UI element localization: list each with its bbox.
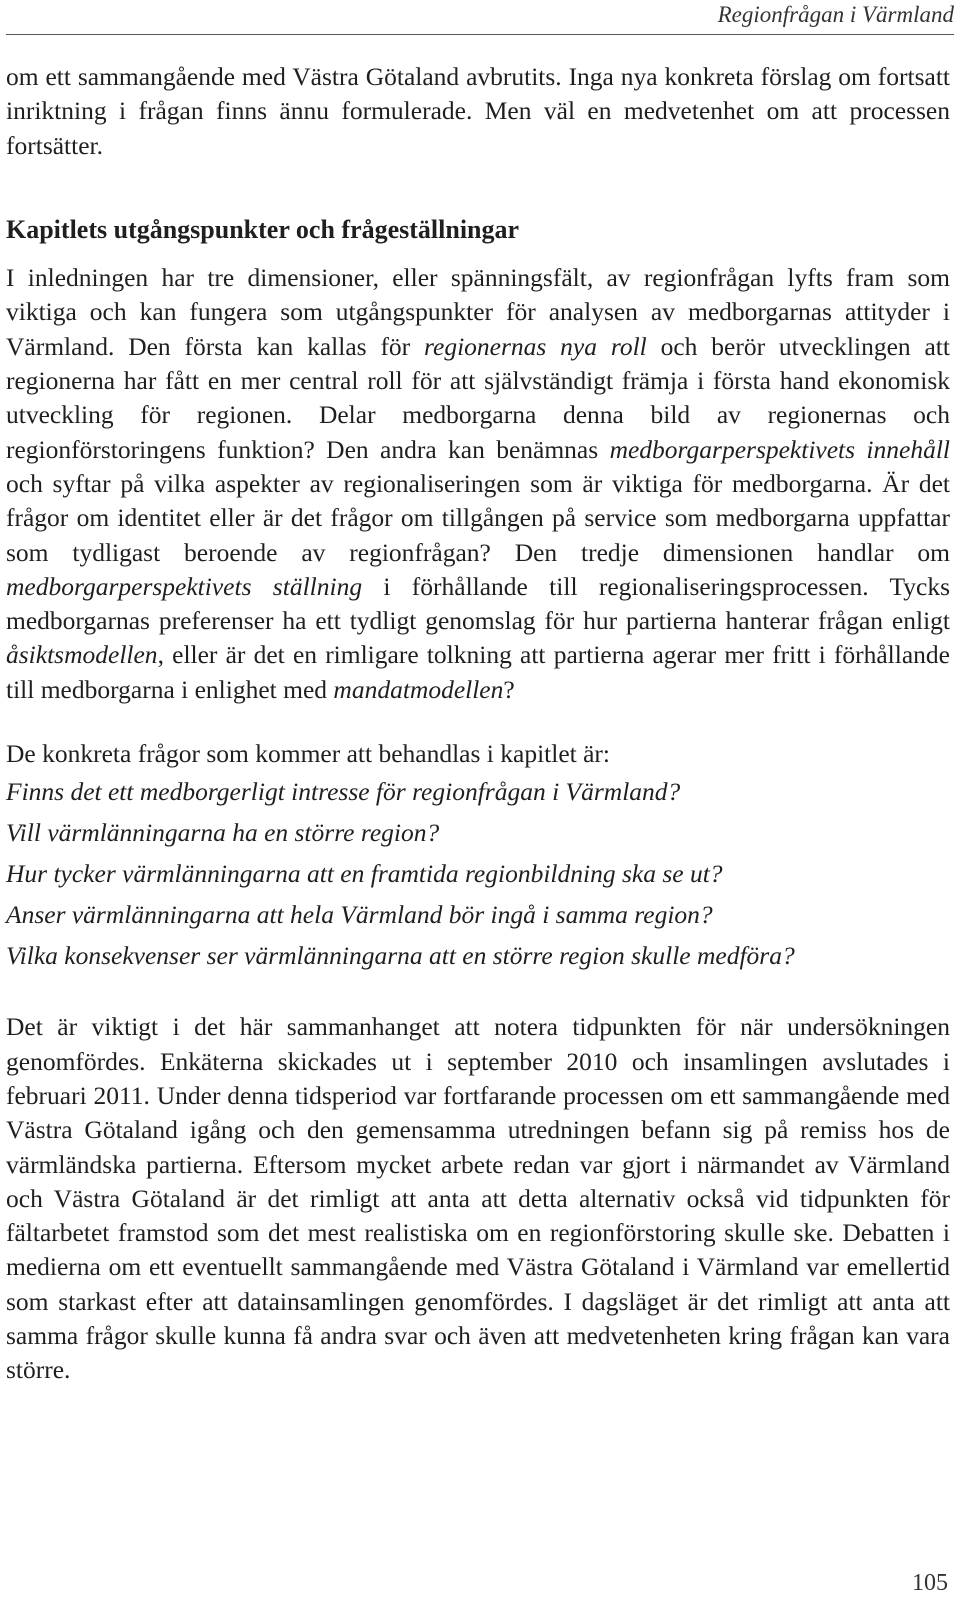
running-head: Regionfrågan i Värmland — [717, 2, 954, 27]
questions-intro: De konkreta frågor som kommer att behandlas i kapitlet är: — [6, 739, 611, 769]
para1-text-5: , eller är det en rimligare tolkning att partierna agerar mer fritt i förhållande till medborgarna i enlighet med — [6, 640, 950, 704]
para1-emphasis-1: regionernas nya roll — [424, 331, 647, 361]
body-paragraph-1 — [6, 261, 950, 707]
question-item: Hur tycker värmlänningarna att en framtida regionbildning ska se ut? — [6, 859, 723, 889]
intro-paragraph: om ett sammangående med Västra Götaland avbrutits. Inga nya konkreta förslag om fortsatt inriktning i frågan finns ännu formulerade. Men väl en medvetenhet om att processen fortsätter. — [6, 62, 950, 160]
para1-text-1: I inledningen har tre dimensioner, eller spänningsfält, av regionfrågan lyfts fram som viktiga och kan fungera som utgångspunkter för analysen av medborgarnas attityder i Värmland. Den första kan kallas för — [6, 263, 950, 361]
section-heading: Kapitlets utgångspunkter och frågeställningar — [6, 214, 520, 244]
para1-text-2: och berör utvecklingen att regionerna har fått en mer central roll för att självständigt främja i första hand ekonomisk utveckling för regionen. Delar medborgarna denna bild av regionernas och regionförstoringens funktion? Den andra kan benämnas — [6, 331, 950, 464]
page-number: 105 — [912, 1570, 948, 1596]
para1-text-6: ? — [503, 674, 515, 704]
question-item: Vilka konsekvenser ser värmlänningarna att en större region skulle medföra? — [6, 941, 795, 971]
question-item: Vill värmlänningarna ha en större region? — [6, 818, 440, 848]
para1-emphasis-3: medborgarperspektivets ställning — [6, 571, 363, 601]
body-paragraph-2: Det är viktigt i det här sammanhanget att notera tidpunkten för när undersökningen genomfördes. Enkäterna skickades ut i september 2010 och insamlingen avslutades i februari 2011. Under denna tidsperiod var fortfarande processen om ett sammangående med Västra Götaland igång och den gemensamma utredningen befann sig på remiss hos de värmländska partierna. Eftersom mycket arbete redan var gjort i närmandet av Värmland och Västra Götaland är det rimligt att anta att detta alternativ också vid tidpunkten för fältarbetet framstod som det mest realistiska om en regionförstoring skulle ske. Debatten i medierna om ett eventuellt sammangående med Västra Götaland i Värmland var emellertid som starkast efter att datainsamlingen genomfördes. I dagsläget är det rimligt att anta att samma frågor skulle kunna få andra svar och även att medvetenheten kring frågan kan vara större. — [6, 1012, 950, 1385]
question-item: Anser värmlänningarna att hela Värmland bör ingå i samma region? — [6, 900, 713, 930]
para1-emphasis-2: medborgarperspektivets innehåll — [609, 434, 951, 464]
para1-text-3: och syftar på vilka aspekter av regionaliseringen som är viktiga för medborgarna. Är det frågor om identitet eller är det frågor om tillgången på service som medborgarna uppfattar som tydligast beroende av regionfrågan? Den tredje dimensionen handlar om — [6, 468, 950, 567]
header-rule — [6, 34, 954, 35]
question-list — [6, 771, 950, 976]
para1-text-4: i förhållande till regionaliseringsprocessen. Tycks medborgarnas preferenser ha ett tydligt genomslag för hur partierna hanterar frågan enligt — [6, 571, 951, 636]
question-item: Finns det ett medborgerligt intresse för regionfrågan i Värmland? — [6, 777, 681, 807]
para1-emphasis-5: mandatmodellen — [333, 674, 504, 704]
para1-emphasis-4: åsiktsmodellen — [6, 640, 158, 670]
page-content — [6, 60, 950, 1388]
